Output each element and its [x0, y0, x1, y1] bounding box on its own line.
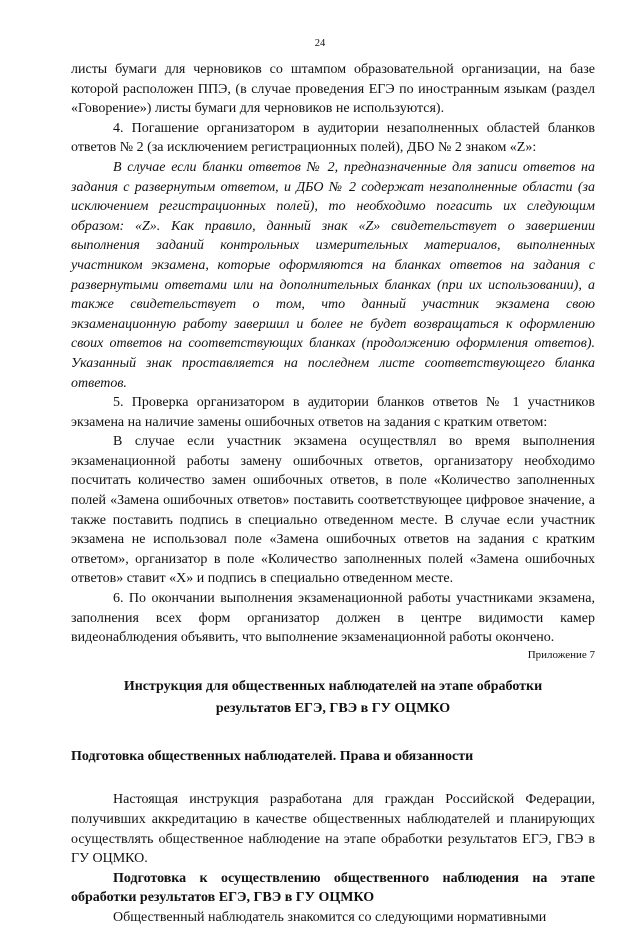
paragraph-item-6: 6. По окончании выполнения экзаменационной работы участниками экзамена, заполнения всех форм организатор должен в центре видимости камер видеонаблюдения объявить, что выполнение экзаменационной работы окончено.	[71, 591, 595, 646]
page-number: 24	[314, 38, 326, 49]
paragraph-item-5: 5. Проверка организатором в аудитории бланков ответов № 1 участников экзамена на наличие замены ошибочных ответов на задания с кратким ответом:	[71, 395, 595, 430]
bold-subheading: Подготовка к осуществлению общественного наблюдения на этапе обработки результатов ЕГЭ, ГВЭ в ГУ ОЦМКО	[71, 870, 595, 906]
page-content	[71, 60, 595, 928]
section-title-line-1: Инструкция для общественных наблюдателей на этапе обработки	[123, 678, 543, 694]
subheading: Подготовка общественных наблюдателей. Права и обязанности	[71, 748, 474, 764]
paragraph-drafts: листы бумаги для черновиков со штампом образовательной организации, на базе которой расположен ППЭ, (в случае проведения ЕГЭ по иностранным языкам (раздел «Говорение») листы бумаги для черновиков не используются).	[71, 62, 595, 117]
paragraph-z-mark-note: В случае если бланки ответов № 2, предназначенные для записи ответов на задания с развернутым ответом, и ДБО № 2 содержат незаполненные области (за исключением регистрационных полей), то необходимо погасить их следующим образом: «Z». Как правило, данный знак «Z» свидетельствует о завершении выполнения заданий контрольных измерительных материалов, выполненных участником экзамена, которые оформляются на бланках ответов на задания с развернутыми ответами или на дополнительных бланках (при их использовании), а также свидетельствует о том, что данный участник экзамена свою экзаменационную работу завершил и более не будет возвращаться к оформлению своих ответов на соответствующих бланках (продолжению оформления ответов). Указанный знак проставляется на последнем листе соответствующего бланка ответов.	[71, 159, 595, 391]
paragraph-last: Общественный наблюдатель знакомится со следующими нормативными	[113, 909, 547, 925]
paragraph-replacements: В случае если участник экзамена осуществлял во время выполнения экзаменационной работы замену ошибочных ответов, организатору необходимо посчитать количество замен ошибочных ответов, в поле «Количество заполненных полей «Замена ошибочных ответов» поставить соответствующее цифровое значение, а также поставить подпись в специально отведенном месте. В случае если участник экзамена не использовал поле «Замена ошибочных ответов на задания с кратким ответом», организатор в поле «Количество заполненных полей «Замена ошибочных ответов» ставит «X» и подпись в специально отведенном месте.	[71, 434, 595, 587]
appendix-label: Приложение 7	[527, 648, 595, 661]
section-title-line-2: результатов ЕГЭ, ГВЭ в ГУ ОЦМКО	[215, 700, 451, 716]
paragraph-intro: Настоящая инструкция разработана для граждан Российской Федерации, получивших аккредитацию в качестве общественных наблюдателей и планирующих осуществлять общественное наблюдение на этапе обработки результатов ЕГЭ, ГВЭ в ГУ ОЦМКО.	[71, 792, 595, 867]
section-title	[71, 676, 595, 720]
paragraph-item-4: 4. Погашение организатором в аудитории незаполненных областей бланков ответов № 2 (за исключением регистрационных полей), ДБО № 2 знаком «Z»:	[71, 120, 595, 156]
